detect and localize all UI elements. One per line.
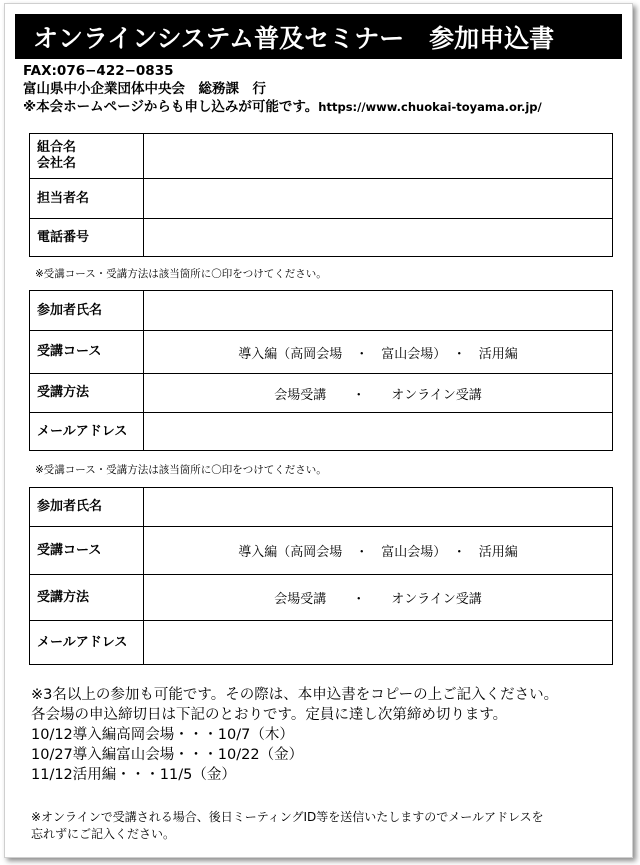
participant-name-label: 参加者氏名 (30, 488, 144, 527)
application-form-page (4, 3, 633, 858)
website-url[interactable]: https://www.chuokai-toyama.or.jp/ (318, 100, 542, 114)
contact-name-field[interactable] (144, 179, 613, 219)
online-note-line2: 忘れずにご記入ください。 (31, 827, 176, 841)
footer-deadline-note: 各会場の申込締切日は下記のとおりです。定員に達し次第締め切ります。 (31, 707, 508, 723)
phone-field[interactable] (144, 219, 613, 257)
web-application-note (23, 98, 542, 116)
company-info-table (29, 133, 613, 257)
org-name-field[interactable] (144, 134, 613, 179)
web-note-text: ※本会ホームページからも申し込みが可能です。 (23, 99, 319, 115)
footer-copy-note: ※3名以上の参加も可能です。その際は、本申込書をコピーの上ご記入ください。 (31, 687, 559, 703)
course-options[interactable]: 導入編（高岡会場 ・ 富山会場） ・ 活用編 (144, 527, 613, 575)
email-label: メールアドレス (30, 621, 144, 665)
deadline-item: 10/12導入編高岡会場・・・10/7（木） (31, 727, 294, 743)
participant-table-2 (29, 487, 613, 665)
course-label: 受講コース (30, 527, 144, 575)
course-label: 受講コース (30, 331, 144, 374)
fax-number: FAX:076−422−0835 (23, 63, 174, 79)
method-label: 受講方法 (30, 374, 144, 413)
participant-table-1 (29, 290, 613, 451)
participant-name-label: 参加者氏名 (30, 291, 144, 331)
participant-name-field[interactable] (144, 488, 613, 527)
deadline-item: 10/27導入編富山会場・・・10/22（金） (31, 747, 304, 763)
instruction-note-1: ※受講コース・受講方法は該当箇所に〇印をつけてください。 (35, 268, 327, 280)
participant-name-field[interactable] (144, 291, 613, 331)
recipient-org: 富山県中小企業団体中央会 総務課 行 (23, 81, 266, 97)
email-label: メールアドレス (30, 413, 144, 451)
deadline-item: 11/12活用編・・・11/5（金） (31, 767, 236, 783)
method-options[interactable]: 会場受講 ・ オンライン受講 (144, 374, 613, 413)
contact-name-label: 担当者名 (30, 179, 144, 219)
email-field[interactable] (144, 413, 613, 451)
course-options[interactable]: 導入編（高岡会場 ・ 富山会場） ・ 活用編 (144, 331, 613, 374)
instruction-note-2: ※受講コース・受講方法は該当箇所に〇印をつけてください。 (35, 464, 327, 476)
online-note-line1: ※オンラインで受講される場合、後日ミーティングID等を送信いたしますのでメールアドレスを (31, 810, 544, 824)
email-field[interactable] (144, 621, 613, 665)
method-options[interactable]: 会場受講 ・ オンライン受講 (144, 575, 613, 621)
org-name-label: 組合名 会社名 (30, 134, 144, 179)
form-title: オンラインシステム普及セミナー 参加申込書 (15, 14, 622, 59)
method-label: 受講方法 (30, 575, 144, 621)
phone-label: 電話番号 (30, 219, 144, 257)
